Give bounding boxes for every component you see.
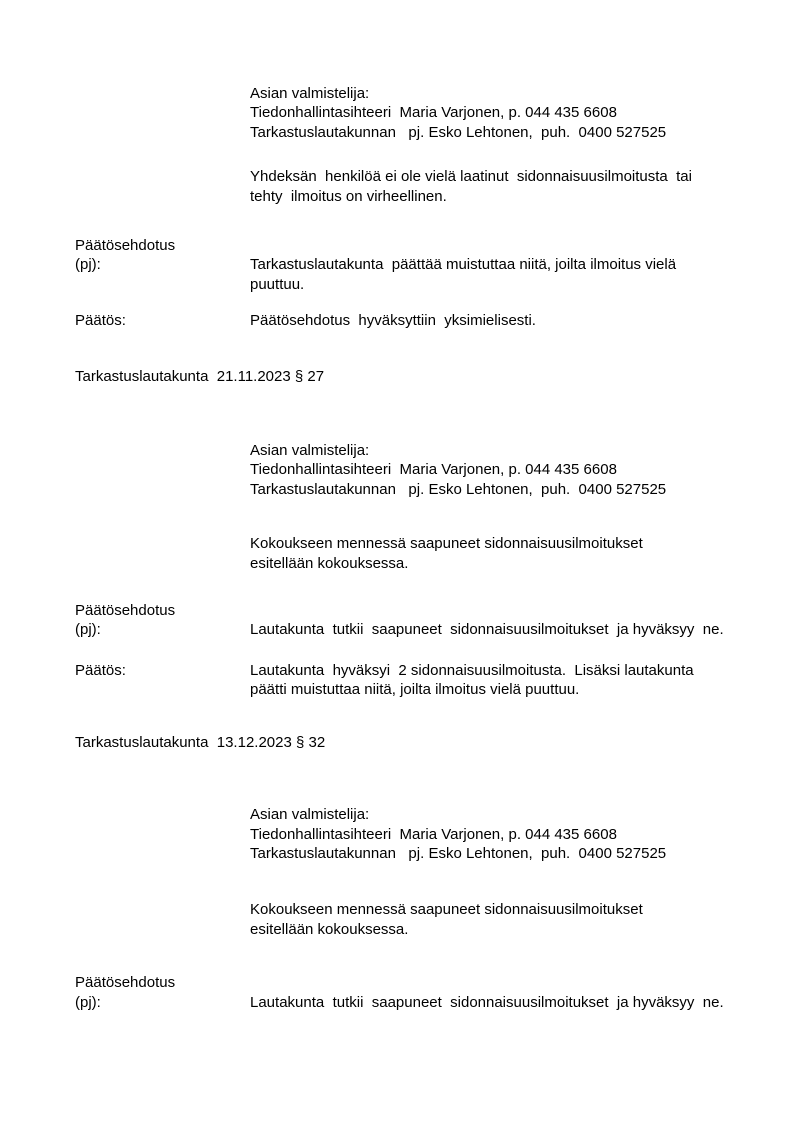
body-text-line: Kokoukseen mennessä saapuneet sidonnaisuusilmoitukset (250, 535, 643, 553)
decision-label (75, 661, 250, 700)
body-text-line: Kokoukseen mennessä saapuneet sidonnaisuusilmoitukset (250, 901, 643, 919)
body-content (250, 534, 737, 573)
preparer-heading: Asian valmistelija: (250, 442, 370, 460)
preparer-chair-line: Tarkastuslautakunnan pj. Esko Lehtonen, puh. 0400 527525 (250, 480, 667, 498)
label-column-spacer (75, 84, 250, 142)
proposal-label (75, 973, 250, 1012)
decision-text-line: päätti muistuttaa niitä, joilta ilmoitus vielä puuttuu. (250, 681, 580, 699)
proposal-text-line: Lautakunta tutkii saapuneet sidonnaisuusilmoitukset ja hyväksyy ne. (250, 993, 724, 1011)
label-column-spacer (75, 441, 250, 499)
proposal-row (75, 236, 737, 294)
label-column-spacer (75, 805, 250, 863)
body-content (250, 167, 737, 206)
proposal-row (75, 973, 737, 1012)
preparer-content (250, 84, 737, 142)
preparer-chair-line: Tarkastuslautakunnan pj. Esko Lehtonen, puh. 0400 527525 (250, 844, 667, 862)
proposal-label-line1: Päätösehdotus (75, 237, 176, 255)
preparer-secretary-line: Tiedonhallintasihteeri Maria Varjonen, p. 044 435 6608 (250, 461, 617, 479)
decision-text-line: Lautakunta hyväksyi 2 sidonnaisuusilmoitusta. Lisäksi lautakunta (250, 661, 694, 679)
preparer-heading: Asian valmistelija: (250, 85, 370, 102)
preparer-content (250, 805, 737, 863)
proposal-label (75, 601, 250, 640)
proposal-label-line2: (pj): (75, 621, 101, 639)
proposal-text-line: puuttuu. (250, 275, 305, 293)
decision-row (75, 661, 737, 700)
preparer-secretary-line: Tiedonhallintasihteeri Maria Varjonen, p. 044 435 6608 (250, 825, 617, 843)
preparer-block (75, 84, 737, 142)
section-heading-32: Tarkastuslautakunta 13.12.2023 § 32 (75, 733, 326, 751)
preparer-secretary-line: Tiedonhallintasihteeri Maria Varjonen, p. 044 435 6608 (250, 104, 617, 122)
label-column-spacer (75, 167, 250, 206)
preparer-content (250, 441, 737, 499)
body-text-line: Yhdeksän henkilöä ei ole vielä laatinut sidonnaisuusilmoitusta tai (250, 168, 692, 186)
proposal-content (250, 973, 737, 1012)
decision-label (75, 311, 250, 330)
preparer-block (75, 805, 737, 863)
label-column-spacer (75, 900, 250, 939)
decision-content (250, 311, 737, 330)
minutes-section-2 (75, 441, 737, 700)
proposal-label (75, 236, 250, 294)
decision-label-line: Päätös: (75, 661, 126, 679)
decision-row (75, 311, 737, 330)
proposal-label-line2: (pj): (75, 993, 101, 1011)
proposal-label-line1: Päätösehdotus (75, 974, 176, 992)
body-content (250, 900, 737, 939)
section-heading-27: Tarkastuslautakunta 21.11.2023 § 27 (75, 367, 325, 385)
decision-text-line: Päätösehdotus hyväksyttiin yksimielisesti. (250, 312, 536, 330)
body-paragraph (75, 167, 737, 206)
minutes-section-1 (75, 84, 737, 331)
proposal-content (250, 236, 737, 294)
body-text-line: esitellään kokouksessa. (250, 554, 409, 572)
decision-content (250, 661, 737, 700)
body-text-line: tehty ilmoitus on virheellinen. (250, 187, 447, 205)
proposal-row (75, 601, 737, 640)
label-column-spacer (75, 534, 250, 573)
body-paragraph (75, 534, 737, 573)
preparer-heading: Asian valmistelija: (250, 806, 370, 824)
proposal-text-line: Tarkastuslautakunta päättää muistuttaa niitä, joilta ilmoitus vielä (250, 256, 677, 274)
proposal-text-line: Lautakunta tutkii saapuneet sidonnaisuusilmoitukset ja hyväksyy ne. (250, 621, 724, 639)
proposal-label-line2: (pj): (75, 256, 101, 274)
body-paragraph (75, 900, 737, 939)
minutes-section-3 (75, 805, 737, 1012)
proposal-label-line1: Päätösehdotus (75, 602, 176, 620)
preparer-chair-line: Tarkastuslautakunnan pj. Esko Lehtonen, puh. 0400 527525 (250, 123, 667, 141)
preparer-block (75, 441, 737, 499)
proposal-content (250, 601, 737, 640)
decision-label-line: Päätös: (75, 312, 126, 330)
body-text-line: esitellään kokouksessa. (250, 920, 409, 938)
